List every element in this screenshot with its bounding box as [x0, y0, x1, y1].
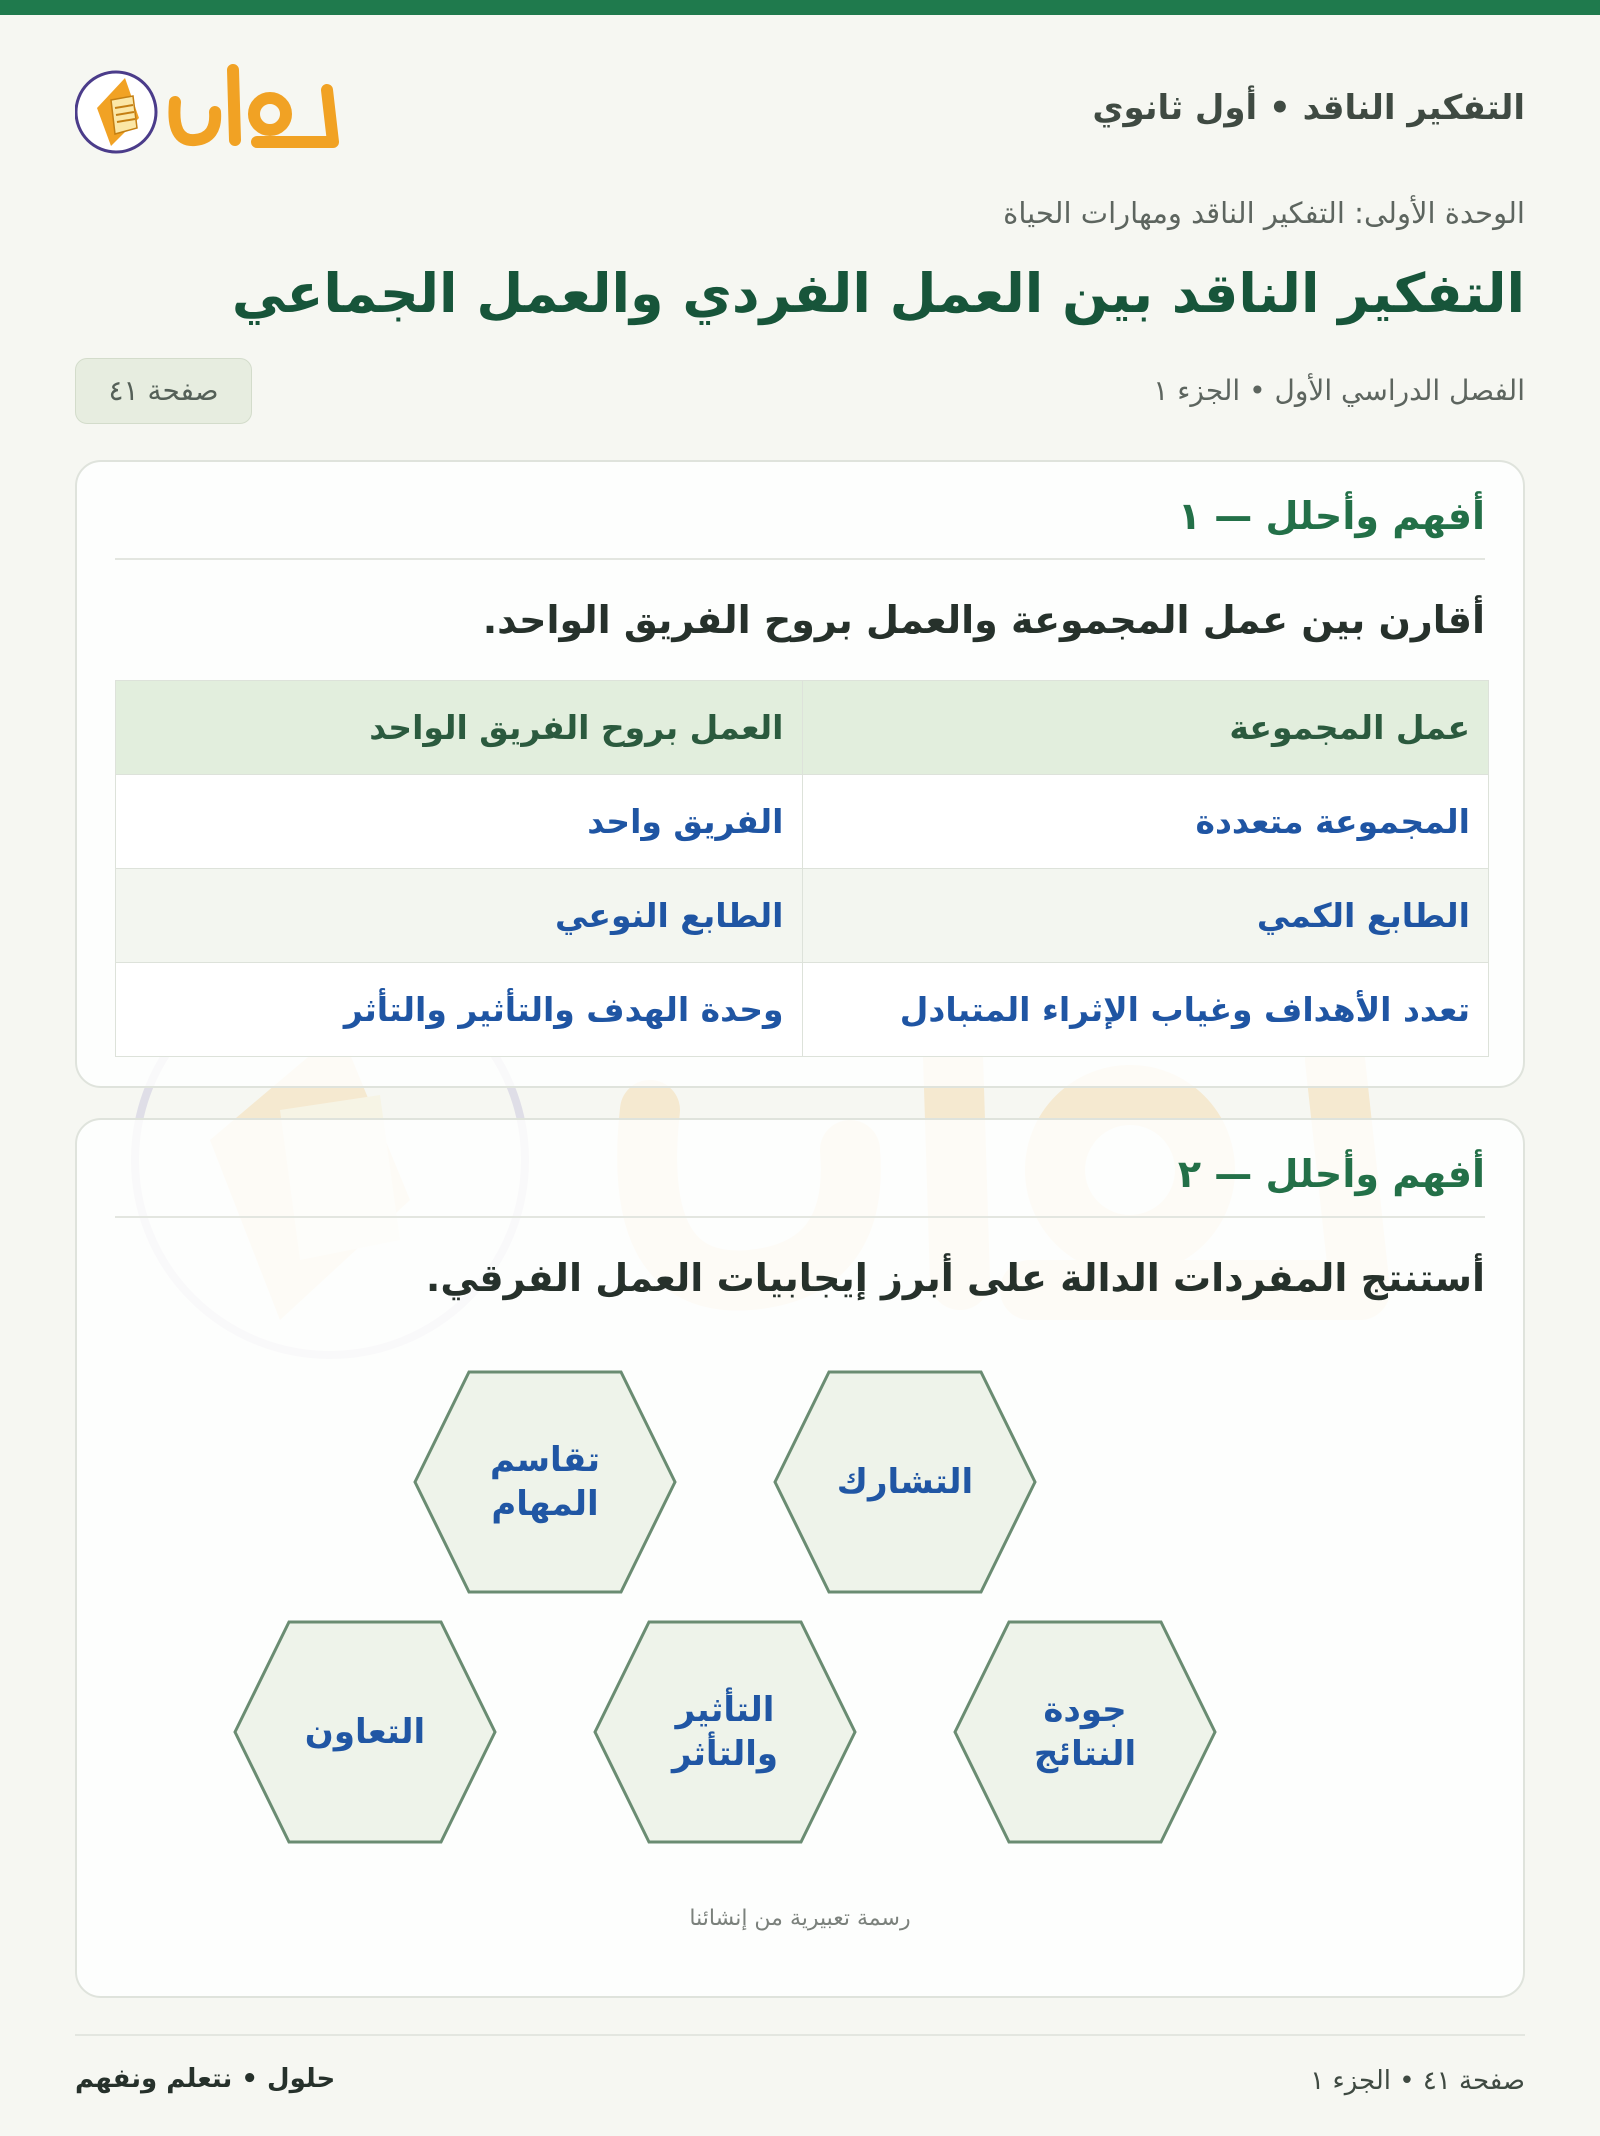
table-cell: وحدة الهدف والتأثير والتأثر [116, 963, 803, 1057]
table-cell: تعدد الأهداف وغياب الإثراء المتبادل [802, 963, 1489, 1057]
hexagon-label: التشارك [836, 1461, 974, 1502]
semester-label: الفصل الدراسي الأول • الجزء ١ [1153, 374, 1525, 407]
section2-card [75, 1118, 1525, 1998]
hexagon-cooperation [233, 1620, 497, 1844]
hexagon-label: جودة النتائج [1033, 1689, 1137, 1774]
table-row [116, 869, 1489, 963]
hexagon-label: تقاسم المهام [489, 1439, 601, 1524]
page-badge: صفحة ٤١ [75, 358, 252, 424]
footer-page-info: صفحة ٤١ • الجزء ١ [1310, 2066, 1525, 2096]
section2-heading: أفهم وأحلل — ٢ [115, 1152, 1485, 1218]
hexagon-influence [593, 1620, 857, 1844]
table-row [116, 775, 1489, 869]
table-cell: الطابع الكمي [802, 869, 1489, 963]
section1-card [75, 460, 1525, 1088]
table-row [116, 963, 1489, 1057]
logo-icon [75, 62, 345, 158]
unit-label: الوحدة الأولى: التفكير الناقد ومهارات الحياة [1003, 196, 1525, 230]
section1-heading: أفهم وأحلل — ١ [115, 494, 1485, 560]
section2-question: أستنتج المفردات الدالة على أبرز إيجابيات العمل الفرقي. [425, 1256, 1485, 1300]
footer-tagline: حلول • نتعلم ونفهم [75, 2064, 336, 2094]
hexagon-task-sharing [413, 1370, 677, 1594]
table-cell: الفريق واحد [116, 775, 803, 869]
top-accent-bar [0, 0, 1600, 15]
section1-question: أقارن بين عمل المجموعة والعمل بروح الفريق الواحد. [482, 598, 1485, 642]
diagram-caption: رسمة تعبيرية من إنشائنا [689, 1906, 911, 1931]
hexagon-label: التعاون [304, 1711, 426, 1752]
hexagon-label: التأثير والتأثر [671, 1689, 779, 1774]
lesson-title: التفكير الناقد بين العمل الفردي والعمل الجماعي [231, 262, 1525, 325]
comparison-table [115, 680, 1489, 1057]
logo [75, 62, 345, 158]
hexagon-result-quality [953, 1620, 1217, 1844]
book-title: التفكير الناقد • أول ثانوي [1092, 88, 1525, 128]
table-cell: المجموعة متعددة [802, 775, 1489, 869]
hexagon-sharing [773, 1370, 1037, 1594]
table-header-cell: العمل بروح الفريق الواحد [116, 681, 803, 775]
table-header-cell: عمل المجموعة [802, 681, 1489, 775]
table-header-row [116, 681, 1489, 775]
footer-divider [75, 2034, 1525, 2036]
table-cell: الطابع النوعي [116, 869, 803, 963]
meta-row [75, 358, 1525, 424]
page-header [75, 62, 1525, 158]
